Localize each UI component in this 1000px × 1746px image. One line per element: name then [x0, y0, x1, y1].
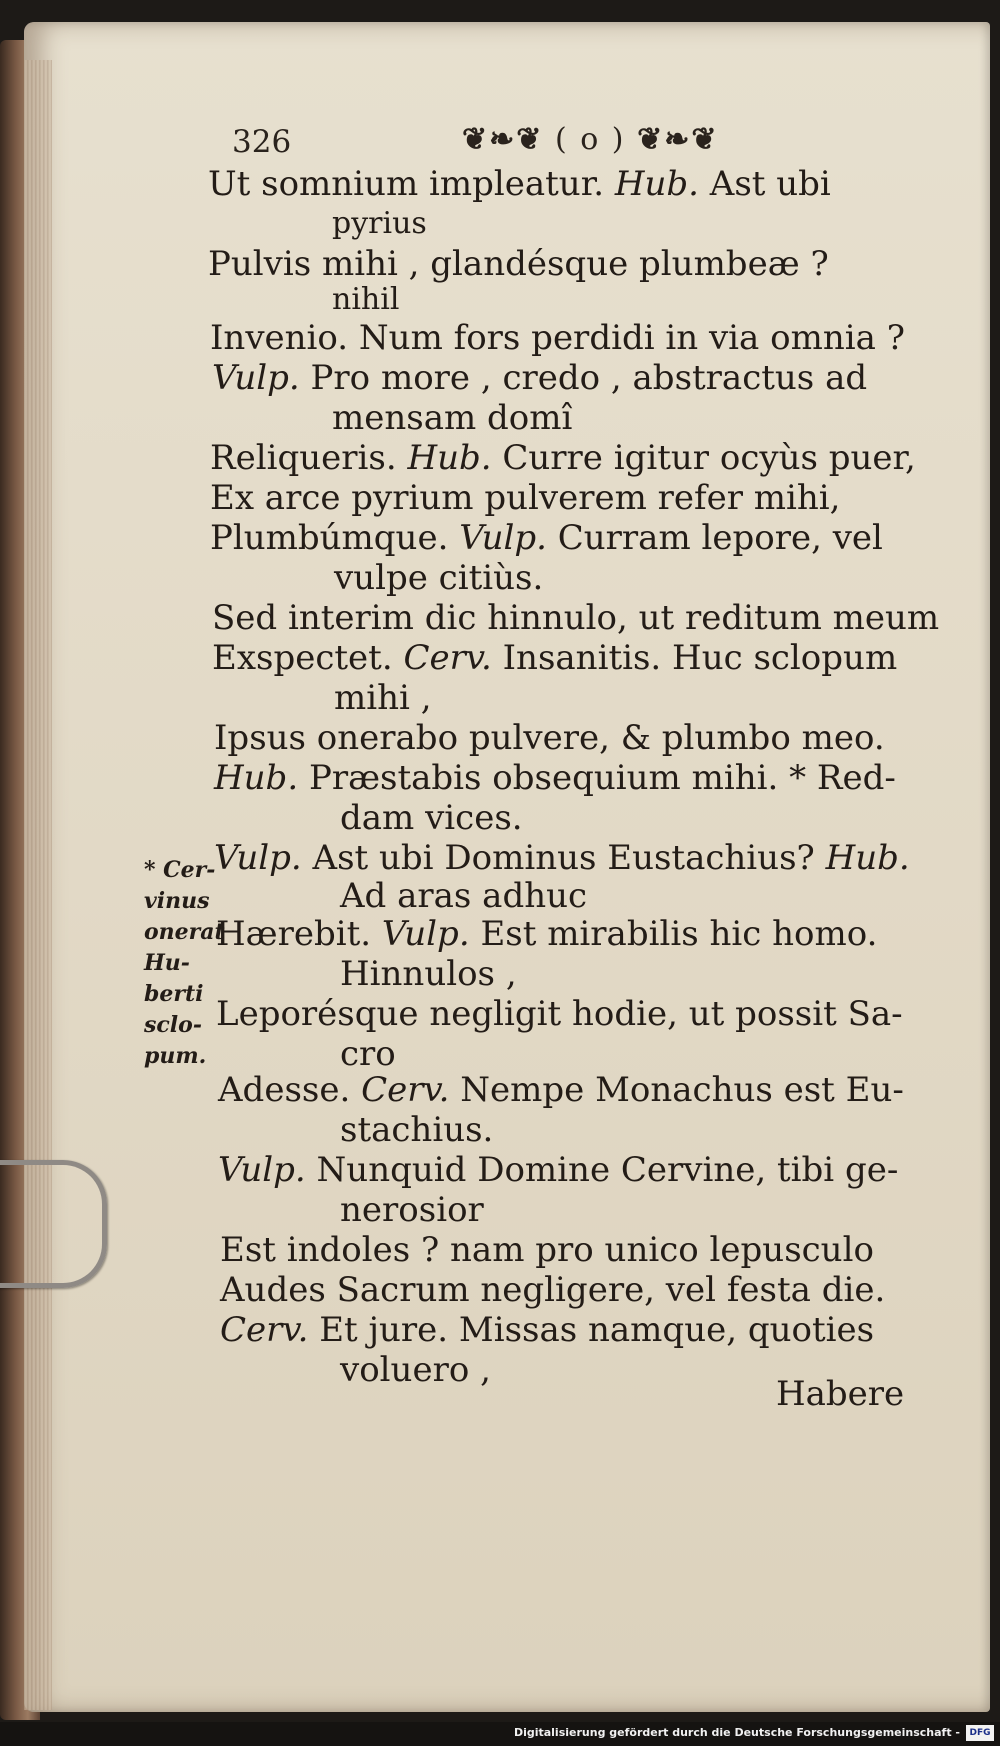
speaker-label: Hub.	[407, 438, 492, 478]
line-text: Hærebit.	[216, 914, 372, 954]
speaker-label: Hub.	[214, 758, 299, 798]
line-text: Plumbúmque.	[210, 518, 449, 558]
ornament-left-icon: ❦❧❦	[462, 122, 544, 157]
text-line	[332, 398, 572, 438]
text-line	[220, 1270, 885, 1310]
line-text: nihil	[332, 282, 400, 317]
line-text: cro	[340, 1034, 396, 1074]
text-line	[216, 994, 903, 1034]
text-line	[340, 798, 523, 838]
speaker-label: Cerv.	[220, 1310, 309, 1350]
line-text: Reliqueris.	[210, 438, 397, 478]
speaker-label: Cerv.	[403, 638, 492, 678]
line-text: Hinnulos ,	[340, 954, 517, 994]
line-text: Curram lepore, vel	[557, 518, 883, 558]
speaker-label: Hub.	[614, 164, 699, 204]
line-text: Est mirabilis hic homo.	[480, 914, 878, 954]
text-line	[218, 1150, 898, 1190]
text-line	[214, 718, 885, 758]
text-line	[340, 1034, 396, 1074]
speaker-label: Vulp.	[218, 1150, 306, 1190]
dfg-logo: DFG	[966, 1725, 994, 1741]
text-line	[208, 244, 829, 284]
text-line	[332, 280, 399, 320]
line-text: vulpe citiùs.	[334, 558, 544, 598]
line-text: mihi ,	[334, 678, 432, 718]
line-text: Ex arce pyrium pulverem refer mihi,	[210, 478, 841, 518]
margin-note: * Cer- vinus onerat Hu- berti sclo- pum.	[144, 857, 225, 1069]
text-line	[334, 678, 432, 718]
line-text: Ast ubi	[709, 164, 831, 204]
text-line	[332, 204, 427, 244]
line-text: Nunquid Domine Cervine, tibi ge-	[316, 1150, 899, 1190]
line-text: Leporésque negligit hodie, ut possit Sa-	[216, 994, 903, 1034]
signature-mark: ( o )	[554, 122, 626, 157]
text-line	[210, 478, 840, 518]
text-line	[340, 1350, 491, 1390]
line-text: voluero ,	[340, 1350, 491, 1390]
text-line	[210, 518, 883, 558]
line-text: Est indoles ? nam pro unico lepusculo	[220, 1230, 874, 1270]
line-text: Ut somnium impleatur.	[208, 164, 605, 204]
text-line	[210, 318, 905, 358]
speaker-label: Hub.	[825, 838, 910, 878]
line-text: Ad aras adhuc	[340, 876, 588, 916]
line-text: Præstabis obsequium mihi. * Red-	[308, 758, 896, 798]
line-text: Pro more , credo , abstractus ad	[310, 358, 868, 398]
line-text: pyrius	[332, 206, 427, 241]
line-text: Adesse.	[218, 1070, 351, 1110]
line-text: Exspectet.	[212, 638, 393, 678]
text-line	[216, 914, 877, 954]
text-line	[340, 1190, 484, 1230]
funding-credit: Digitalisierung gefördert durch die Deutsche Forschungsgemeinschaft -	[513, 1726, 960, 1739]
line-text: Ipsus onerabo pulvere, & plumbo meo.	[214, 718, 885, 758]
text-line	[214, 838, 910, 878]
speaker-label: Vulp.	[459, 518, 547, 558]
line-text: Ast ubi Dominus Eustachius?	[312, 838, 815, 878]
line-text: Curre igitur ocyùs puer,	[502, 438, 916, 478]
text-line	[210, 438, 916, 478]
page-number: 326	[232, 124, 292, 160]
speaker-label: Vulp.	[214, 838, 302, 878]
line-text: mensam domî	[332, 398, 573, 438]
text-line	[340, 1110, 493, 1150]
text-line	[220, 1310, 874, 1350]
line-text: Sed interim dic hinnulo, ut reditum meum	[212, 598, 940, 638]
line-text: Nempe Monachus est Eu-	[460, 1070, 904, 1110]
footer-bar	[0, 1722, 1000, 1746]
line-text: Audes Sacrum negligere, vel festa die.	[220, 1270, 886, 1310]
line-text: stachius.	[340, 1110, 494, 1150]
line-text: Invenio. Num fors perdidi in via omnia ?	[210, 318, 905, 358]
catchword: Habere	[776, 1374, 905, 1414]
speaker-label: Vulp.	[381, 914, 470, 954]
line-text: Insanitis. Huc sclopum	[502, 638, 898, 678]
line-text: Pulvis mihi , glandésque plumbeæ ?	[208, 244, 829, 284]
text-line	[334, 558, 543, 598]
text-line	[208, 164, 831, 204]
speaker-label: Vulp.	[212, 358, 300, 398]
line-text: nerosior	[340, 1190, 484, 1230]
text-line	[340, 954, 517, 994]
line-text: dam vices.	[340, 798, 523, 838]
text-line	[212, 598, 939, 638]
text-line	[220, 1230, 874, 1270]
text-line	[212, 638, 897, 678]
text-line	[214, 758, 896, 798]
text-line	[212, 358, 867, 398]
text-line	[340, 876, 587, 916]
ornament-right-icon: ❦❧❦	[637, 122, 719, 157]
speaker-label: Cerv.	[361, 1070, 450, 1110]
line-text: Et jure. Missas namque, quoties	[319, 1310, 875, 1350]
text-line	[218, 1070, 904, 1110]
